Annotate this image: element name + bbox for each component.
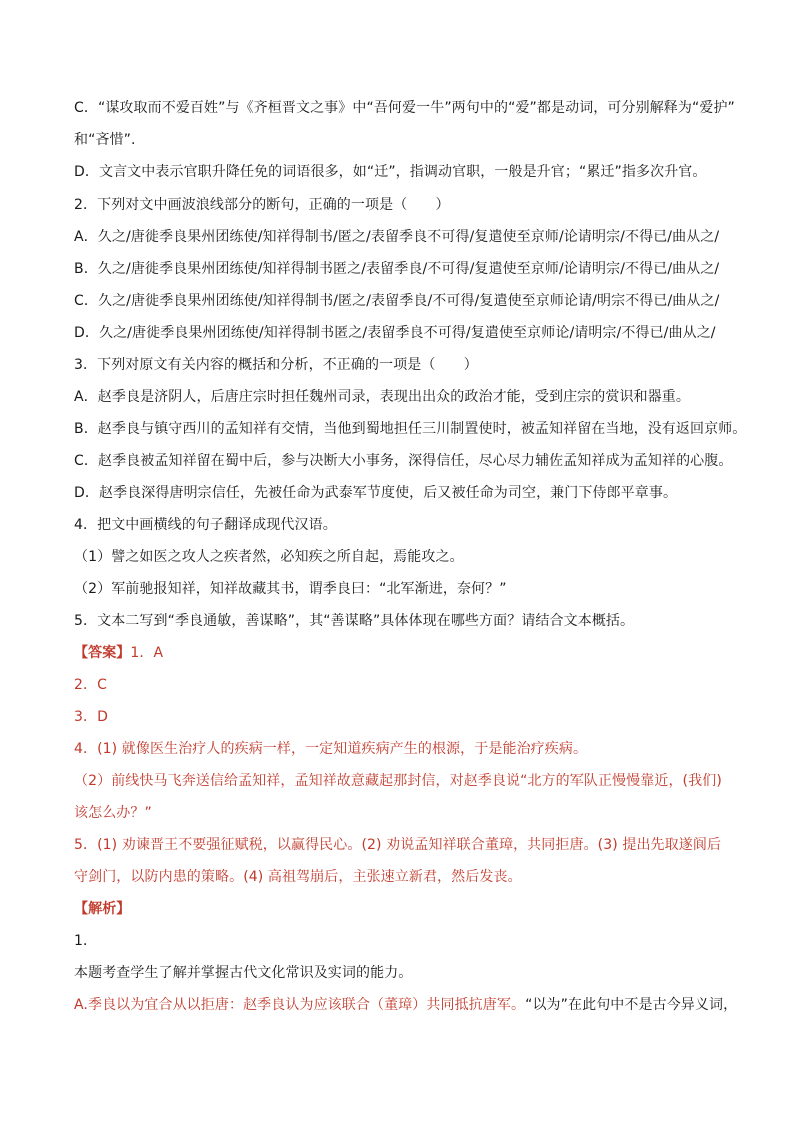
question3-option-a: A．赵季良是济阴人，后唐庄宗时担任魏州司录，表现出出众的政治才能，受到庄宗的赏识和器重。 [74, 389, 690, 405]
answer-4-2-line1: （2）前线快马飞奔送信给孟知祥，孟知祥故意藏起那封信，对赵季良说“北方的军队正慢慢靠近，(我们) [74, 773, 722, 789]
question2-option-c: C．久之/唐徙季良果州团练使/知祥得制书/匿之/表留季良/不可得/复遣使至京师论请/明宗不得已/曲从之/ [74, 293, 720, 309]
question3-option-b: B．赵季良与镇守西川的孟知祥有交情，当他到蜀地担任三川制置使时，被孟知祥留在当地，没有返回京师。 [74, 421, 747, 437]
answer-4-2-line2: 该怎么办？” [74, 805, 152, 821]
question3-option-d: D．赵季良深得唐明宗信任，先被任命为武泰军节度使，后又被任命为司空，兼门下侍郎平章事。 [74, 485, 678, 501]
question4-item-2: （2）军前驰报知祥，知祥故藏其书，谓季良曰：“北军渐进，奈何？” [74, 581, 507, 597]
answer-2: 2．C [74, 677, 107, 693]
question2-option-d: D．久之/唐徙季良果州团练使/知祥得制书匿之/表留季良不可得/复遣使至京师论/请明宗/不得已/曲从之/ [74, 325, 716, 341]
answer-5-line2: 守剑门，以防内患的策略。(4) 高祖驾崩后，主张速立新君，然后发丧。 [74, 869, 522, 885]
analysis-text-2-black: “以为”在此句中不是古今异义词， [525, 997, 738, 1013]
analysis-tag: 【解析】 [74, 901, 131, 917]
question2-option-a: A．久之/唐徙季良果州团练使/知祥得制书/匿之/表留季良不可得/复遣使至京师/论请明宗/不得已/曲从之/ [74, 229, 720, 245]
answer-row [74, 643, 163, 663]
question5-stem: 5．文本二写到“季良通敏，善谋略”，其“善谋略”具体体现在哪些方面？请结合文本概括。 [74, 613, 635, 629]
answer-5-line1: 5．(1) 劝谏晋王不要强征赋税，以赢得民心。(2) 劝说孟知祥联合董璋，共同拒唐。(3) 提出先取遂阆后 [74, 837, 722, 853]
question4-stem: 4．把文中画横线的句子翻译成现代汉语。 [74, 517, 337, 533]
question4-item-1: （1）譬之如医之攻人之疾者然，必知疾之所自起，焉能攻之。 [74, 549, 464, 565]
question3-option-c: C．赵季良被孟知祥留在蜀中后，参与决断大小事务，深得信任，尽心尽力辅佐孟知祥成为孟知祥的心腹。 [74, 453, 733, 469]
answer-1: 1．A [130, 645, 164, 661]
answer-4-1: 4．(1) 就像医生治疗人的疾病一样，一定知道疾病产生的根源，于是能治疗疾病。 [74, 741, 588, 757]
analysis-text-2-red: A.季良以为宜合从以拒唐：赵季良认为应该联合（董璋）共同抵抗唐军。 [74, 997, 526, 1013]
question2-option-b: B．久之/唐徙季良果州团练使/知祥得制书匿之/表留季良/不可得/复遣使至京师/论请明宗/不得已/曲从之/ [74, 261, 720, 277]
question2-stem: 2．下列对文中画波浪线部分的断句，正确的一项是（ ） [74, 197, 450, 213]
analysis-text-2 [74, 995, 737, 1015]
question1-option-c-line1: C．“谋攻取而不爱百姓”与《齐桓晋文之事》中“吾何爱一牛”两句中的“爱”都是动词，可分别解释为“爱护” [74, 100, 735, 116]
answer-tag: 【答案】 [74, 645, 131, 661]
question1-option-d: D．文言文中表示官职升降任免的词语很多，如“迁”，指调动官职，一般是升官；“累迁”指多次升官。 [74, 164, 707, 180]
question3-stem: 3．下列对原文有关内容的概括和分析，不正确的一项是（ ） [74, 357, 478, 373]
question1-option-c-line2: 和“吝惜”. [74, 132, 136, 148]
analysis-number: 1． [74, 933, 98, 949]
analysis-text-1: 本题考查学生了解并掌握古代文化常识及实词的能力。 [74, 965, 413, 981]
answer-3: 3．D [74, 709, 108, 725]
